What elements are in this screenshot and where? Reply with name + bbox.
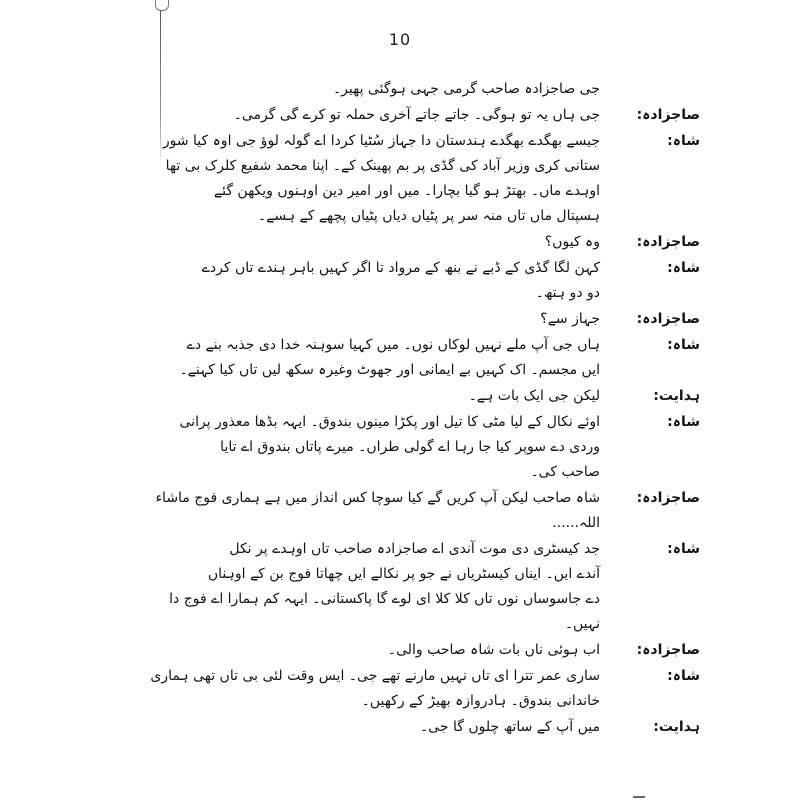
dialogue-line: ساری عمر تترا ای تاں نہیں مارنے تھے جی۔ ایس وقت لئی بی تاں تھی ہماری: [150, 668, 600, 684]
dialogue-line: لیکن جی ایک بات ہے۔: [468, 388, 600, 404]
dialogue-text: [140, 665, 600, 715]
dialogue-entry: [140, 538, 700, 638]
speaker-label: صاجزادہ:: [636, 490, 700, 506]
dialogue-line: وردی دے سوپر کیا جا رہا اے گولی طراں۔ میرے پاتاں بندوق اے تایا: [220, 439, 600, 455]
speaker-label: صاجزادہ:: [636, 107, 700, 123]
dialogue-text: [140, 487, 600, 537]
dialogue-text: [140, 130, 600, 230]
speaker-label: ہدایت:: [653, 719, 700, 735]
dialogue-line: میں آپ کے ساتھ چلوں گا جی۔: [419, 719, 600, 735]
dialogue-text: [140, 257, 600, 307]
dialogue-line: جہاز سے؟: [540, 311, 600, 327]
dialogue-line: خاندانی بندوق۔ ہادروازہ بھیڑ کے رکھیں۔: [361, 693, 600, 709]
dialogue-entry: [140, 231, 700, 256]
dialogue-entry: [140, 130, 700, 230]
dialogue-text: [140, 538, 600, 638]
speaker-label: شاہ:: [667, 337, 700, 353]
dialogue-entry: [140, 411, 700, 486]
dialogue-line: صاحب کی۔: [530, 464, 600, 480]
dialogue-line: وہ کیوں؟: [544, 234, 600, 250]
dialogue-entry: [140, 334, 700, 384]
dialogue-text: [140, 334, 600, 384]
dialogue-entry: [140, 716, 700, 741]
speaker-label: شاہ:: [667, 260, 700, 276]
dialogue-text: [140, 231, 600, 256]
dialogue-line: جیسے بھگدے بھگدے ہندستان دا جہاز سُٹیا کردا اے گولہ لوؤ جی اوہ کیا شور: [162, 133, 600, 149]
dialogue-text: [140, 308, 600, 333]
dialogue-entry: [140, 639, 700, 664]
dialogue-line: جی ہاں یہ تو ہوگی۔ جاتے جاتے آخری حملہ تو کرے گی گرمی۔: [233, 107, 600, 123]
dialogue-line: کہن لگا گڈی کے ڈبے نے بنھ کے مرواد تا اگر کہیں باہر ہندے تاں کردے: [201, 260, 600, 276]
dialogue-line: اوئے نکال کے لیا مٹی کا تیل اور پکڑا مینوں بندوق۔ ایہہ بڈھا معذور پرانی: [179, 414, 600, 430]
dialogue-line: دے جاسوساں نوں تاں کلا کلا ای لوے گا پاکستانی۔ ایہہ کم ہمارا اے فوج دا: [169, 591, 600, 607]
speaker-label: شاہ:: [667, 541, 700, 557]
speaker-label: شاہ:: [667, 133, 700, 149]
dialogue-text: [140, 411, 600, 486]
dialogue-text: [140, 78, 600, 103]
dialogue-line: اب ہوئی ناں بات شاہ صاحب والی۔: [387, 642, 600, 658]
speaker-label: صاجزادہ:: [636, 642, 700, 658]
dialogue-entry: [140, 385, 700, 410]
dialogue-entry: [140, 487, 700, 537]
dialogue-entry: [140, 257, 700, 307]
dialogue-text: [140, 385, 600, 410]
speaker-label: صاجزادہ:: [636, 311, 700, 327]
dialogue-line: ستانی کری وزیر آباد کی گڈی پر بم پھینک کے۔ اپنا محمد شفیع کلرک بی تھا: [165, 158, 600, 174]
dialogue-line: دو دو ہتھ۔: [535, 285, 600, 301]
dialogue-line: جد کیسٹری دی موت آندی اے صاجزادہ صاحب تاں اوہدے پر نکل: [229, 541, 600, 557]
dialogue-text: [140, 716, 600, 741]
speaker-label: صاجزادہ:: [636, 234, 700, 250]
scan-artifact: [633, 796, 645, 798]
binding-mark: [155, 0, 169, 11]
speaker-label: ہدایت:: [653, 388, 700, 404]
dialogue-line: ہاں جی آپ ملے نہیں لوکاں نوں۔ میں کہیا سوہنہ خدا دی جذبہ بنے دے: [186, 337, 600, 353]
dialogue-line: شاہ صاحب لیکن آپ کریں گے کیا سوچا کس انداز میں ہے ہماری فوج ماشاء: [155, 490, 600, 506]
dialogue-entry: [140, 308, 700, 333]
speaker-label: شاہ:: [667, 668, 700, 684]
dialogue-line: اوہدے ماں۔ بھتڑ ہو گیا بچارا۔ میں اور امیر دین اوہنوں ویکھن گئے: [213, 183, 600, 199]
script-body: [140, 78, 700, 742]
dialogue-line: ہسپتال ماں تاں منہ سر پر پٹیاں دیاں پٹیاں پچھے کے ہسے۔: [257, 208, 600, 224]
dialogue-line: جی صاجزادہ صاحب گرمی جہی ہوگئی پھیر۔: [332, 81, 600, 97]
dialogue-line: ایں مجسم۔ اک کہیں بے ایمانی اور جھوٹ وغیرہ سکھ لیں تاں کیا کہنے۔: [179, 362, 600, 378]
dialogue-text: [140, 639, 600, 664]
dialogue-entry: [140, 78, 700, 103]
dialogue-entry: [140, 104, 700, 129]
dialogue-text: [140, 104, 600, 129]
dialogue-entry: [140, 665, 700, 715]
dialogue-line: آندے ایں۔ ایناں کیسٹریاں نے جو پر نکالے ایں چھاتا فوج بن کے اوہناں: [207, 566, 600, 582]
dialogue-line: نہیں۔: [564, 616, 600, 632]
page-number: 10: [388, 30, 412, 49]
speaker-label: شاہ:: [667, 414, 700, 430]
dialogue-line: اللہ......: [552, 515, 600, 531]
